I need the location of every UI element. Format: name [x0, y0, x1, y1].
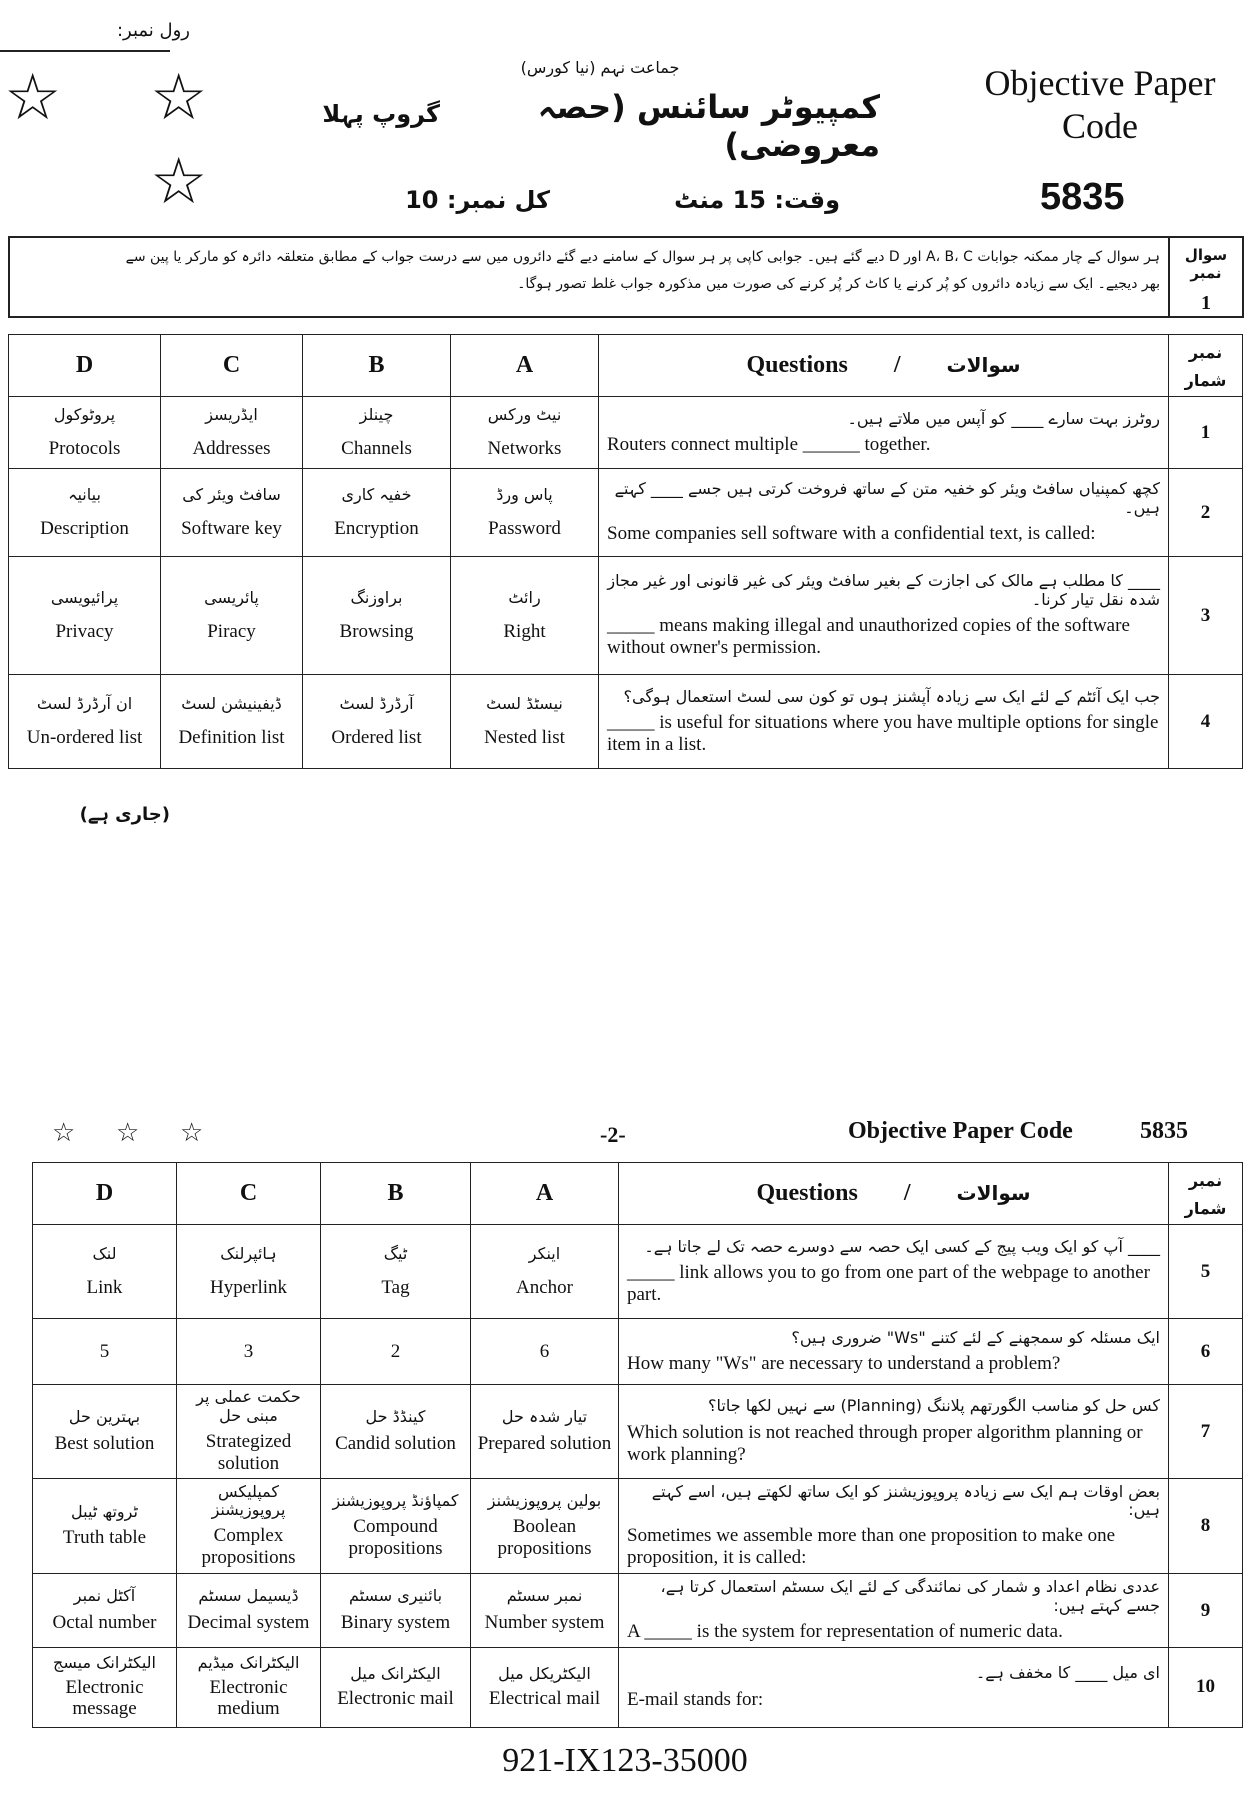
- option-d-ur: الیکٹرانک میسج: [53, 1653, 156, 1673]
- option-d-ur: آکٹل نمبر: [73, 1586, 136, 1606]
- question-number: 5: [1169, 1225, 1243, 1319]
- option-b-ur: بائنیری سسٹم: [348, 1586, 443, 1606]
- star-icon: ☆: [180, 1118, 204, 1148]
- option-b-ur: کمپاؤنڈ پروپوزیشنز: [332, 1490, 459, 1510]
- table-row: [9, 675, 1243, 769]
- total-marks: کل نمبر: 10: [405, 186, 550, 214]
- table-row: [9, 557, 1243, 675]
- option-c-cell: [177, 1574, 321, 1648]
- option-d-cell: [9, 675, 161, 769]
- option-c-en: Piracy: [207, 620, 256, 642]
- option-a-en: Prepared solution: [477, 1432, 612, 1454]
- option-a-cell: [471, 1319, 619, 1385]
- col-header-c: C: [177, 1163, 321, 1225]
- instructions-text: [20, 244, 1160, 297]
- option-c-en: Software key: [181, 517, 282, 539]
- option-d-en: Un-ordered list: [26, 726, 143, 748]
- question-ur: ای میل ____ کا مخفف ہے۔: [975, 1663, 1160, 1683]
- table-row: [33, 1574, 1243, 1648]
- star-outline-icon: ☆: [150, 61, 208, 135]
- option-a-en: Right: [503, 620, 546, 642]
- question-number: 8: [1169, 1478, 1243, 1573]
- class-label: جماعت نہم (نیا کورس): [520, 58, 680, 77]
- col-header-a: A: [471, 1163, 619, 1225]
- option-a-cell: [451, 557, 599, 675]
- option-a-en: Nested list: [484, 726, 565, 748]
- instructions-q-label: سوال نمبر: [1184, 246, 1228, 282]
- option-b-cell: [321, 1319, 471, 1385]
- col-header-a: A: [451, 335, 599, 397]
- star-outline-icon: ☆: [150, 145, 208, 219]
- col-header-d: D: [33, 1163, 177, 1225]
- option-a-ur: رائٹ: [508, 587, 541, 607]
- option-a-en: Networks: [487, 437, 562, 459]
- option-d-ur: ان آرڈرڈ لسٹ: [36, 693, 133, 713]
- option-b-ur: خفیہ کاری: [341, 484, 412, 504]
- col-header-d: D: [9, 335, 161, 397]
- option-d-cell: [33, 1225, 177, 1319]
- option-d-ur: بیانیہ: [68, 484, 101, 504]
- option-c-ur: ڈیسیمل سسٹم: [198, 1586, 299, 1606]
- option-b-en: Candid solution: [335, 1432, 456, 1454]
- subject-title: کمپیوٹر سائنس (حصہ معروضی): [537, 88, 880, 164]
- question-cell: [599, 469, 1169, 557]
- option-c-ur: ایڈریسز: [205, 404, 258, 424]
- option-c-en: Hyperlink: [209, 1276, 288, 1298]
- group-label: گروپ پہلا: [322, 100, 440, 128]
- question-en: _____ is useful for situations where you have multiple options for single item in a list.: [607, 712, 1159, 755]
- question-en: A _____ is the system for representation of numeric data.: [627, 1620, 1063, 1642]
- question-number: 10: [1169, 1647, 1243, 1727]
- option-d-cell: [33, 1647, 177, 1727]
- instructions-box: [8, 236, 1244, 318]
- option-d-en: Description: [40, 517, 129, 539]
- question-cell: [619, 1225, 1169, 1319]
- question-en: Routers connect multiple ______ together.: [607, 433, 931, 455]
- option-b-cell: [303, 469, 451, 557]
- option-b-cell: [321, 1647, 471, 1727]
- col-header-questions: [619, 1163, 1169, 1225]
- roll-number-line: [0, 50, 170, 52]
- option-d-cell: [9, 469, 161, 557]
- option-d-cell: [33, 1385, 177, 1478]
- option-c-en: Definition list: [178, 726, 285, 748]
- table-row: [33, 1385, 1243, 1478]
- option-b-cell: [321, 1385, 471, 1478]
- option-c-en: Electronic medium: [209, 1676, 288, 1720]
- option-d-en: Link: [86, 1276, 123, 1298]
- option-a-en: Boolean propositions: [497, 1516, 592, 1560]
- table-header-row: [33, 1163, 1243, 1225]
- option-c-cell: [177, 1319, 321, 1385]
- option-d-ur: پرائیویسی: [50, 587, 119, 607]
- option-b-en: 2: [390, 1340, 401, 1362]
- option-b-en: Encryption: [334, 517, 419, 539]
- option-b-en: Ordered list: [331, 726, 422, 748]
- paper-title-line2: Code: [1062, 106, 1138, 147]
- option-c-cell: [177, 1478, 321, 1573]
- question-ur: ____ کا مطلب ہے مالک کی اجازت کے بغیر سافٹ ویئر کی غیر قانونی اور غیر مجاز شدہ نقل تیار کرنا۔: [607, 571, 1160, 609]
- question-number: 3: [1169, 557, 1243, 675]
- question-ur: ____ آپ کو ایک ویب پیج کے کسی ایک حصہ سے دوسرے حصہ تک لے جاتا ہے۔: [644, 1236, 1160, 1256]
- col-header-c: C: [161, 335, 303, 397]
- option-c-ur: حکمت عملی پر مبنی حل: [196, 1387, 301, 1425]
- question-ur: کس حل کو مناسب الگورتھم پلاننگ (Planning) سے نہیں لکھا جاتا؟: [708, 1396, 1160, 1416]
- option-a-cell: [471, 1647, 619, 1727]
- option-d-en: Electronic message: [65, 1676, 144, 1720]
- option-c-cell: [177, 1225, 321, 1319]
- option-b-cell: [303, 557, 451, 675]
- option-c-ur: ہائپرلنک: [220, 1243, 277, 1263]
- option-a-cell: [451, 397, 599, 469]
- question-ur: عددی نظام اعداد و شمار کی نمائندگی کے لئے ایک سسٹم استعمال کرتا ہے، جسے کہتے ہیں:: [660, 1577, 1160, 1615]
- col-header-b: B: [321, 1163, 471, 1225]
- option-a-cell: [471, 1478, 619, 1573]
- instructions-line1: ہر سوال کے چار ممکنہ جوابات A، B، C اور D دیے گئے ہیں۔ جوابی کاپی پر ہر سوال کے سامنے دیے گئے دائروں میں سے درست جواب کے مطابق متعلقہ دائرہ کو مارکر یا پین سے: [125, 249, 1160, 265]
- instructions-line2: بھر دیجیے۔ ایک سے زیادہ دائروں کو پُر کرنے یا کاٹ کر پُر کرنے کی صورت میں مذکورہ جواب غلط تصور ہوگا۔: [517, 275, 1160, 292]
- option-c-en: Complex propositions: [201, 1525, 296, 1569]
- option-c-ur: الیکٹرانک میڈیم: [197, 1653, 300, 1673]
- option-b-ur: چینلز: [359, 404, 394, 424]
- option-c-ur: ڈیفینیشن لسٹ: [181, 693, 282, 713]
- star-outline-icon: ☆: [4, 61, 62, 135]
- option-a-en: Electrical mail: [488, 1687, 601, 1709]
- option-b-ur: ٹیگ: [383, 1243, 408, 1263]
- col-header-b: B: [303, 335, 451, 397]
- option-a-en: 6: [539, 1340, 550, 1362]
- option-d-cell: [33, 1478, 177, 1573]
- option-b-en: Compound propositions: [348, 1516, 443, 1560]
- question-ur: جب ایک آئٹم کے لئے ایک سے زیادہ آپشنز ہوں تو کون سی لسٹ استعمال ہوگی؟: [623, 686, 1160, 706]
- option-b-cell: [321, 1225, 471, 1319]
- question-number: 7: [1169, 1385, 1243, 1478]
- option-d-en: Protocols: [48, 437, 121, 459]
- table-row: [33, 1319, 1243, 1385]
- questions-table-page2: [32, 1162, 1243, 1728]
- table-row: [33, 1478, 1243, 1573]
- option-b-en: Electronic mail: [337, 1687, 454, 1709]
- table-header-row: [9, 335, 1243, 397]
- option-d-en: 5: [99, 1340, 110, 1362]
- option-d-ur: پروٹوکول: [53, 404, 116, 424]
- page-number: -2-: [600, 1122, 626, 1147]
- option-a-en: Password: [488, 517, 561, 539]
- question-cell: [619, 1647, 1169, 1727]
- option-c-cell: [161, 469, 303, 557]
- question-en: How many "Ws" are necessary to understand a problem?: [627, 1352, 1061, 1374]
- questions-header-en: Questions: [746, 351, 848, 378]
- option-a-ur: نیٹ ورکس: [487, 404, 562, 424]
- option-c-cell: [177, 1385, 321, 1478]
- roll-number-field: [0, 20, 200, 54]
- question-cell: [599, 397, 1169, 469]
- question-ur: ایک مسئلہ کو سمجھنے کے لئے کتنے "Ws" ضروری ہیں؟: [791, 1327, 1160, 1347]
- question-cell: [619, 1574, 1169, 1648]
- option-c-en: Decimal system: [187, 1611, 310, 1633]
- page2-code: 5835: [1140, 1118, 1188, 1144]
- option-a-cell: [471, 1574, 619, 1648]
- col-header-questions: [599, 335, 1169, 397]
- paper-title: [950, 62, 1250, 148]
- paper-code: 5835: [1040, 176, 1125, 218]
- option-a-cell: [471, 1385, 619, 1478]
- option-d-cell: [33, 1319, 177, 1385]
- table-row: [33, 1225, 1243, 1319]
- option-c-cell: [161, 675, 303, 769]
- option-a-ur: پاس ورڈ: [496, 484, 553, 504]
- question-cell: [619, 1385, 1169, 1478]
- option-c-en: Addresses: [192, 437, 271, 459]
- questions-header-slash: /: [903, 1179, 911, 1206]
- question-number: 9: [1169, 1574, 1243, 1648]
- continued-label: (جاری ہے): [79, 804, 170, 825]
- table-row: [33, 1647, 1243, 1727]
- question-number: 1: [1169, 397, 1243, 469]
- option-d-en: Best solution: [54, 1432, 155, 1454]
- option-d-en: Privacy: [55, 620, 114, 642]
- option-a-ur: نیسٹڈ لسٹ: [486, 693, 563, 713]
- page2-title: Objective Paper Code: [848, 1118, 1073, 1144]
- option-b-cell: [303, 397, 451, 469]
- footer-code: 921-IX123-35000: [502, 1742, 748, 1779]
- option-a-ur: اینکر: [528, 1243, 561, 1263]
- question-en: Sometimes we assemble more than one proposition to make one proposition, it is called:: [627, 1525, 1116, 1569]
- instructions-qnum-cell: [1168, 238, 1242, 316]
- question-ur: روٹرز بہت سارے ____ کو آپس میں ملاتے ہیں۔: [847, 408, 1160, 428]
- question-en: _____ means making illegal and unauthorized copies of the software without owner's permission.: [607, 615, 1130, 659]
- questions-header-slash: /: [893, 351, 901, 378]
- table-row: [9, 397, 1243, 469]
- option-b-en: Channels: [341, 437, 412, 459]
- question-en: Which solution is not reached through proper algorithm planning or work planning?: [627, 1421, 1143, 1465]
- option-a-en: Number system: [484, 1611, 605, 1633]
- option-c-ur: سافٹ ویئر کی: [182, 484, 281, 504]
- option-d-cell: [9, 557, 161, 675]
- question-cell: [599, 675, 1169, 769]
- option-b-ur: الیکٹرانک میل: [350, 1664, 441, 1684]
- option-a-ur: بولین پروپوزیشنز: [487, 1490, 602, 1510]
- questions-header-en: Questions: [756, 1179, 858, 1206]
- option-a-cell: [451, 675, 599, 769]
- question-en: E-mail stands for:: [627, 1688, 764, 1710]
- question-en: _____ link allows you to go from one part of the webpage to another part.: [627, 1262, 1150, 1305]
- time-label: وقت: 15 منٹ: [674, 186, 840, 214]
- option-b-cell: [303, 675, 451, 769]
- question-ur: بعض اوقات ہم ایک سے زیادہ پروپوزیشنز کو ایک ساتھ لکھتے ہیں، اسے کہتے ہیں:: [651, 1481, 1160, 1520]
- option-d-ur: بہترین حل: [68, 1407, 141, 1427]
- option-a-en: Anchor: [516, 1276, 573, 1298]
- serial-header-ur: نمبر شمار: [1184, 1171, 1227, 1218]
- option-b-en: Tag: [381, 1276, 410, 1298]
- paper-title-line1: Objective Paper: [984, 63, 1216, 103]
- question-cell: [599, 557, 1169, 675]
- option-a-ur: نمبر سسٹم: [506, 1586, 583, 1606]
- questions-table-page1: [8, 334, 1243, 769]
- serial-header-ur: نمبر شمار: [1184, 343, 1227, 390]
- roll-number-label: رول نمبر:: [116, 20, 190, 41]
- option-c-cell: [161, 397, 303, 469]
- option-d-en: Octal number: [52, 1611, 157, 1633]
- option-b-cell: [321, 1478, 471, 1573]
- option-d-en: Truth table: [62, 1527, 147, 1549]
- question-en: Some companies sell software with a confidential text, is called:: [607, 523, 1096, 545]
- option-c-ur: پائریسی: [204, 587, 259, 607]
- option-b-ur: کینڈڈ حل: [365, 1407, 426, 1427]
- question-ur: کچھ کمپنیاں سافٹ ویئر کو خفیہ متن کے ساتھ فروخت کرتی ہیں جسے ____ کہتے ہیں۔: [614, 479, 1160, 517]
- option-b-ur: براوزنگ: [350, 587, 403, 607]
- col-header-serial: [1169, 335, 1243, 397]
- col-header-serial: [1169, 1163, 1243, 1225]
- star-icon: ☆: [116, 1118, 140, 1148]
- questions-header-ur: سوالات: [946, 352, 1021, 377]
- option-b-ur: آرڈرڈ لسٹ: [339, 693, 414, 713]
- option-c-en: Strategized solution: [205, 1430, 292, 1474]
- option-c-ur: کمپلیکس پروپوزیشنز: [211, 1481, 286, 1520]
- instructions-q-number: 1: [1201, 292, 1211, 314]
- option-a-cell: [451, 469, 599, 557]
- option-a-cell: [471, 1225, 619, 1319]
- option-b-cell: [321, 1574, 471, 1648]
- star-icon: ☆: [52, 1118, 76, 1148]
- option-c-en: 3: [243, 1340, 254, 1362]
- question-cell: [619, 1319, 1169, 1385]
- option-d-ur: لنک: [92, 1243, 117, 1263]
- option-a-ur: تیار شدہ حل: [501, 1407, 588, 1427]
- option-c-cell: [161, 557, 303, 675]
- table-row: [9, 469, 1243, 557]
- question-number: 6: [1169, 1319, 1243, 1385]
- option-d-cell: [9, 397, 161, 469]
- question-cell: [619, 1478, 1169, 1573]
- option-a-ur: الیکٹریکل میل: [498, 1664, 591, 1684]
- question-number: 2: [1169, 469, 1243, 557]
- option-c-cell: [177, 1647, 321, 1727]
- option-b-en: Browsing: [339, 620, 414, 642]
- option-b-en: Binary system: [340, 1611, 451, 1633]
- questions-header-ur: سوالات: [956, 1180, 1031, 1205]
- option-d-cell: [33, 1574, 177, 1648]
- option-d-ur: ٹروتھ ٹیبل: [71, 1501, 138, 1521]
- question-number: 4: [1169, 675, 1243, 769]
